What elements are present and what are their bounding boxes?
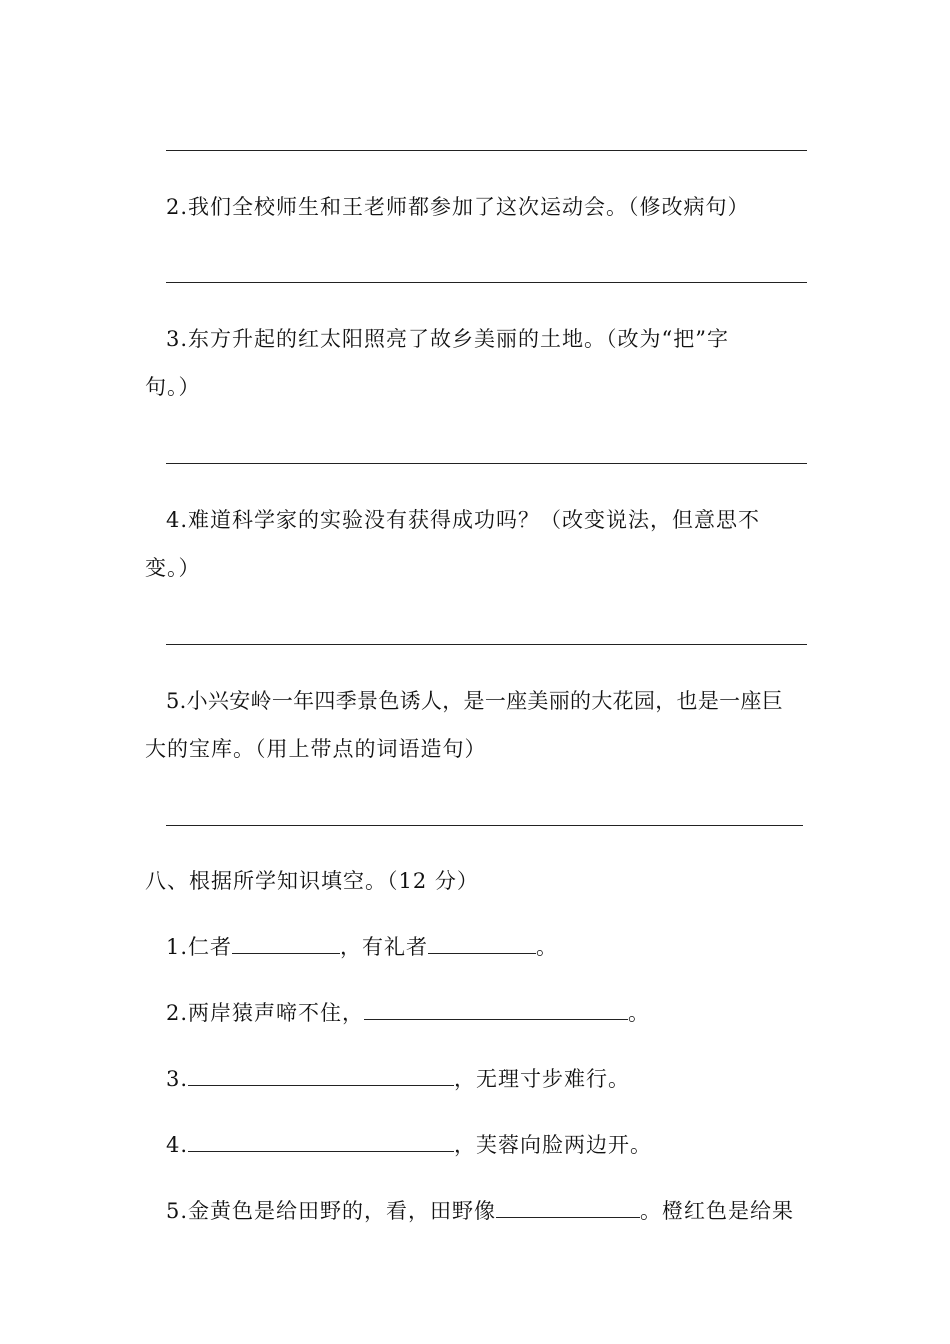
question-4-line2: 变。）: [145, 556, 201, 580]
question-4-line1: 4.难道科学家的实验没有获得成功吗？（改变说法，但意思不: [166, 508, 761, 532]
answer-line-3[interactable]: [166, 463, 807, 464]
fill-question-3: [166, 1065, 630, 1093]
answer-line-5[interactable]: [166, 825, 803, 826]
fill-q2-text-a: 2.两岸猿声啼不住，: [166, 1001, 365, 1025]
fill-q4-text-b: ，芙蓉向脸两边开。: [454, 1133, 653, 1157]
fill-q4-text-a: 4.: [166, 1133, 189, 1157]
question-3-line1: 3.东方升起的红太阳照亮了故乡美丽的土地。（改为“把”字: [166, 327, 730, 351]
question-5-line2: 大的宝库。（用上带点的词语造句）: [145, 737, 487, 761]
fill-question-5: [166, 1197, 794, 1225]
question-5-line1: 5.小兴安岭一年四季景色诱人，是一座美丽的大花园，也是一座巨: [166, 689, 784, 713]
fill-q1-text-c: 。: [536, 935, 559, 959]
fill-q5-text-a: 5.金黄色是给田野的，看，田野像: [166, 1199, 497, 1223]
answer-line-2[interactable]: [166, 282, 807, 283]
fill-q3-text-b: ，无理寸步难行。: [454, 1067, 631, 1091]
fill-blank-1a[interactable]: [232, 933, 340, 954]
fill-q1-text-a: 1.仁者: [166, 935, 233, 959]
fill-blank-3[interactable]: [188, 1065, 454, 1086]
question-2: 2.我们全校师生和王老师都参加了这次运动会。（修改病句）: [166, 195, 750, 219]
fill-blank-4[interactable]: [188, 1131, 454, 1152]
fill-blank-2[interactable]: [364, 999, 628, 1020]
fill-q1-text-b: ，有礼者: [340, 935, 429, 959]
fill-blank-5[interactable]: [496, 1197, 640, 1218]
fill-question-2: [166, 999, 650, 1027]
answer-line-1[interactable]: [166, 150, 807, 151]
fill-question-4: [166, 1131, 652, 1159]
section-8-heading: 八、根据所学知识填空。（12 分）: [145, 869, 479, 893]
fill-q2-text-b: 。: [628, 1001, 651, 1025]
answer-line-4[interactable]: [166, 644, 807, 645]
fill-question-1: [166, 933, 558, 961]
fill-q5-text-b: 。橙红色是给果: [640, 1199, 795, 1223]
fill-blank-1b[interactable]: [428, 933, 536, 954]
fill-q3-text-a: 3.: [166, 1067, 189, 1091]
question-3-line2: 句。）: [145, 375, 201, 399]
